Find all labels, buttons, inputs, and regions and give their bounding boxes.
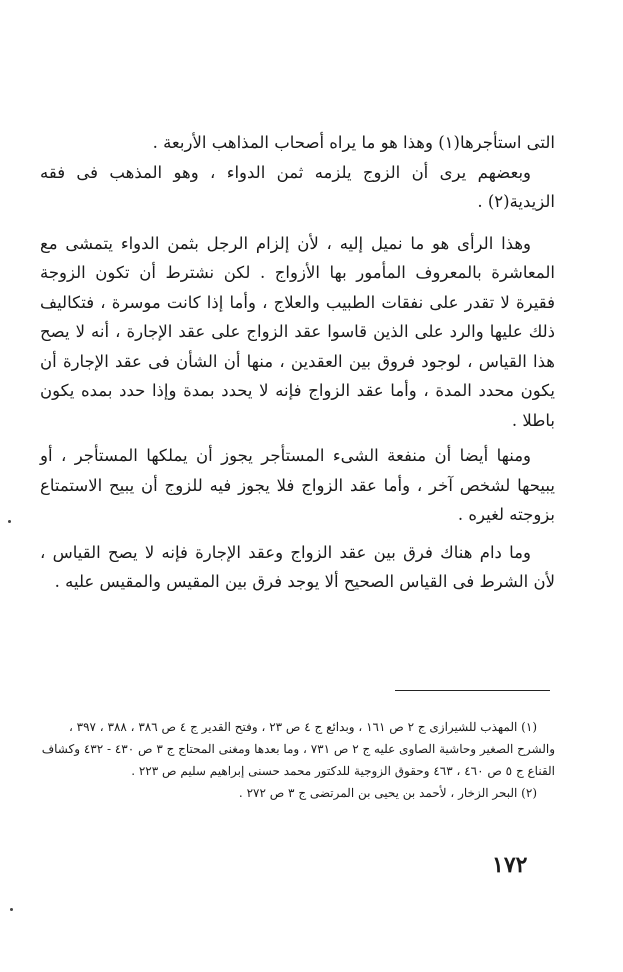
main-text <box>40 128 555 597</box>
scan-speck <box>8 520 11 523</box>
paragraph-2: وبعضهم يرى أن الزوج يلزمه ثمن الدواء ، وهو المذهب فى فقه الزيدية(٢) . <box>40 162 555 211</box>
page-number: ١٧٢ <box>492 852 528 878</box>
paragraph-4: ومنها أيضا أن منفعة الشىء المستأجر يجوز أن يملكها المستأجر ، أو يبيحها لشخص آخر ، وأما عقد الزواج فلا يجوز فيه للزوج أن يبيح الاستمتاع بزوجته لغيره . <box>40 446 555 524</box>
scan-speck <box>10 908 13 911</box>
footnote-2: (٢) البحر الزخار ، لأحمد بن يحيى بن المرتضى ج ٣ ص ٢٧٢ . <box>238 786 537 800</box>
paragraph-3: وهذا الرأى هو ما نميل إليه ، لأن إلزام الرجل بثمن الدواء يتمشى مع المعاشرة بالمعروف المأمور بها الأزواج . لكن نشترط أن تكون الزوجة فقيرة لا تقدر على نفقات الطبيب والعلاج ، وأما إذا كانت موسرة ، فتكاليف ذلك عليها والرد على الذين قاسوا عقد الزواج على عقد الإجارة ، أنه لا يصح هذا القياس ، لوجود فروق بين العقدين ، منها أن الشأن فى عقد الإجارة أن يكون محدد المدة ، وأما عقد الزواج فإنه لا يحدد بمدة وإذا حدد بمده يكون باطلا . <box>40 233 555 430</box>
footnotes <box>40 716 555 804</box>
footnote-1: (١) المهذب للشيرازى ج ٢ ص ١٦١ ، وبدائع ج ٤ ص ٢٣ ، وفتح القدير ج ٤ ص ٣٨٦ ، ٣٨٨ ، ٣٩٧ ، والشرح الصغير وحاشية الصاوى عليه ج ٢ ص ٧٣١ ، وما بعدها ومغنى المحتاج ج ٣ ص ٤٣٠ - ٤٣٢ وكشاف القناع ج ٥ ص ٤٦٠ ، ٤٦٣ وحقوق الزوجية للدكتور محمد حسنى إبراهيم سليم ص ٢٢٣ . <box>41 720 555 778</box>
paragraph-5: وما دام هناك فرق بين عقد الزواج وعقد الإجارة فإنه لا يصح القياس ، لأن الشرط فى القياس الصحيح ألا يوجد فرق بين المقيس والمقيس عليه . <box>40 542 555 591</box>
footnote-separator <box>395 690 550 691</box>
paragraph-1: التى استأجرها(١) وهذا هو ما يراه أصحاب المذاهب الأربعة . <box>152 133 555 152</box>
